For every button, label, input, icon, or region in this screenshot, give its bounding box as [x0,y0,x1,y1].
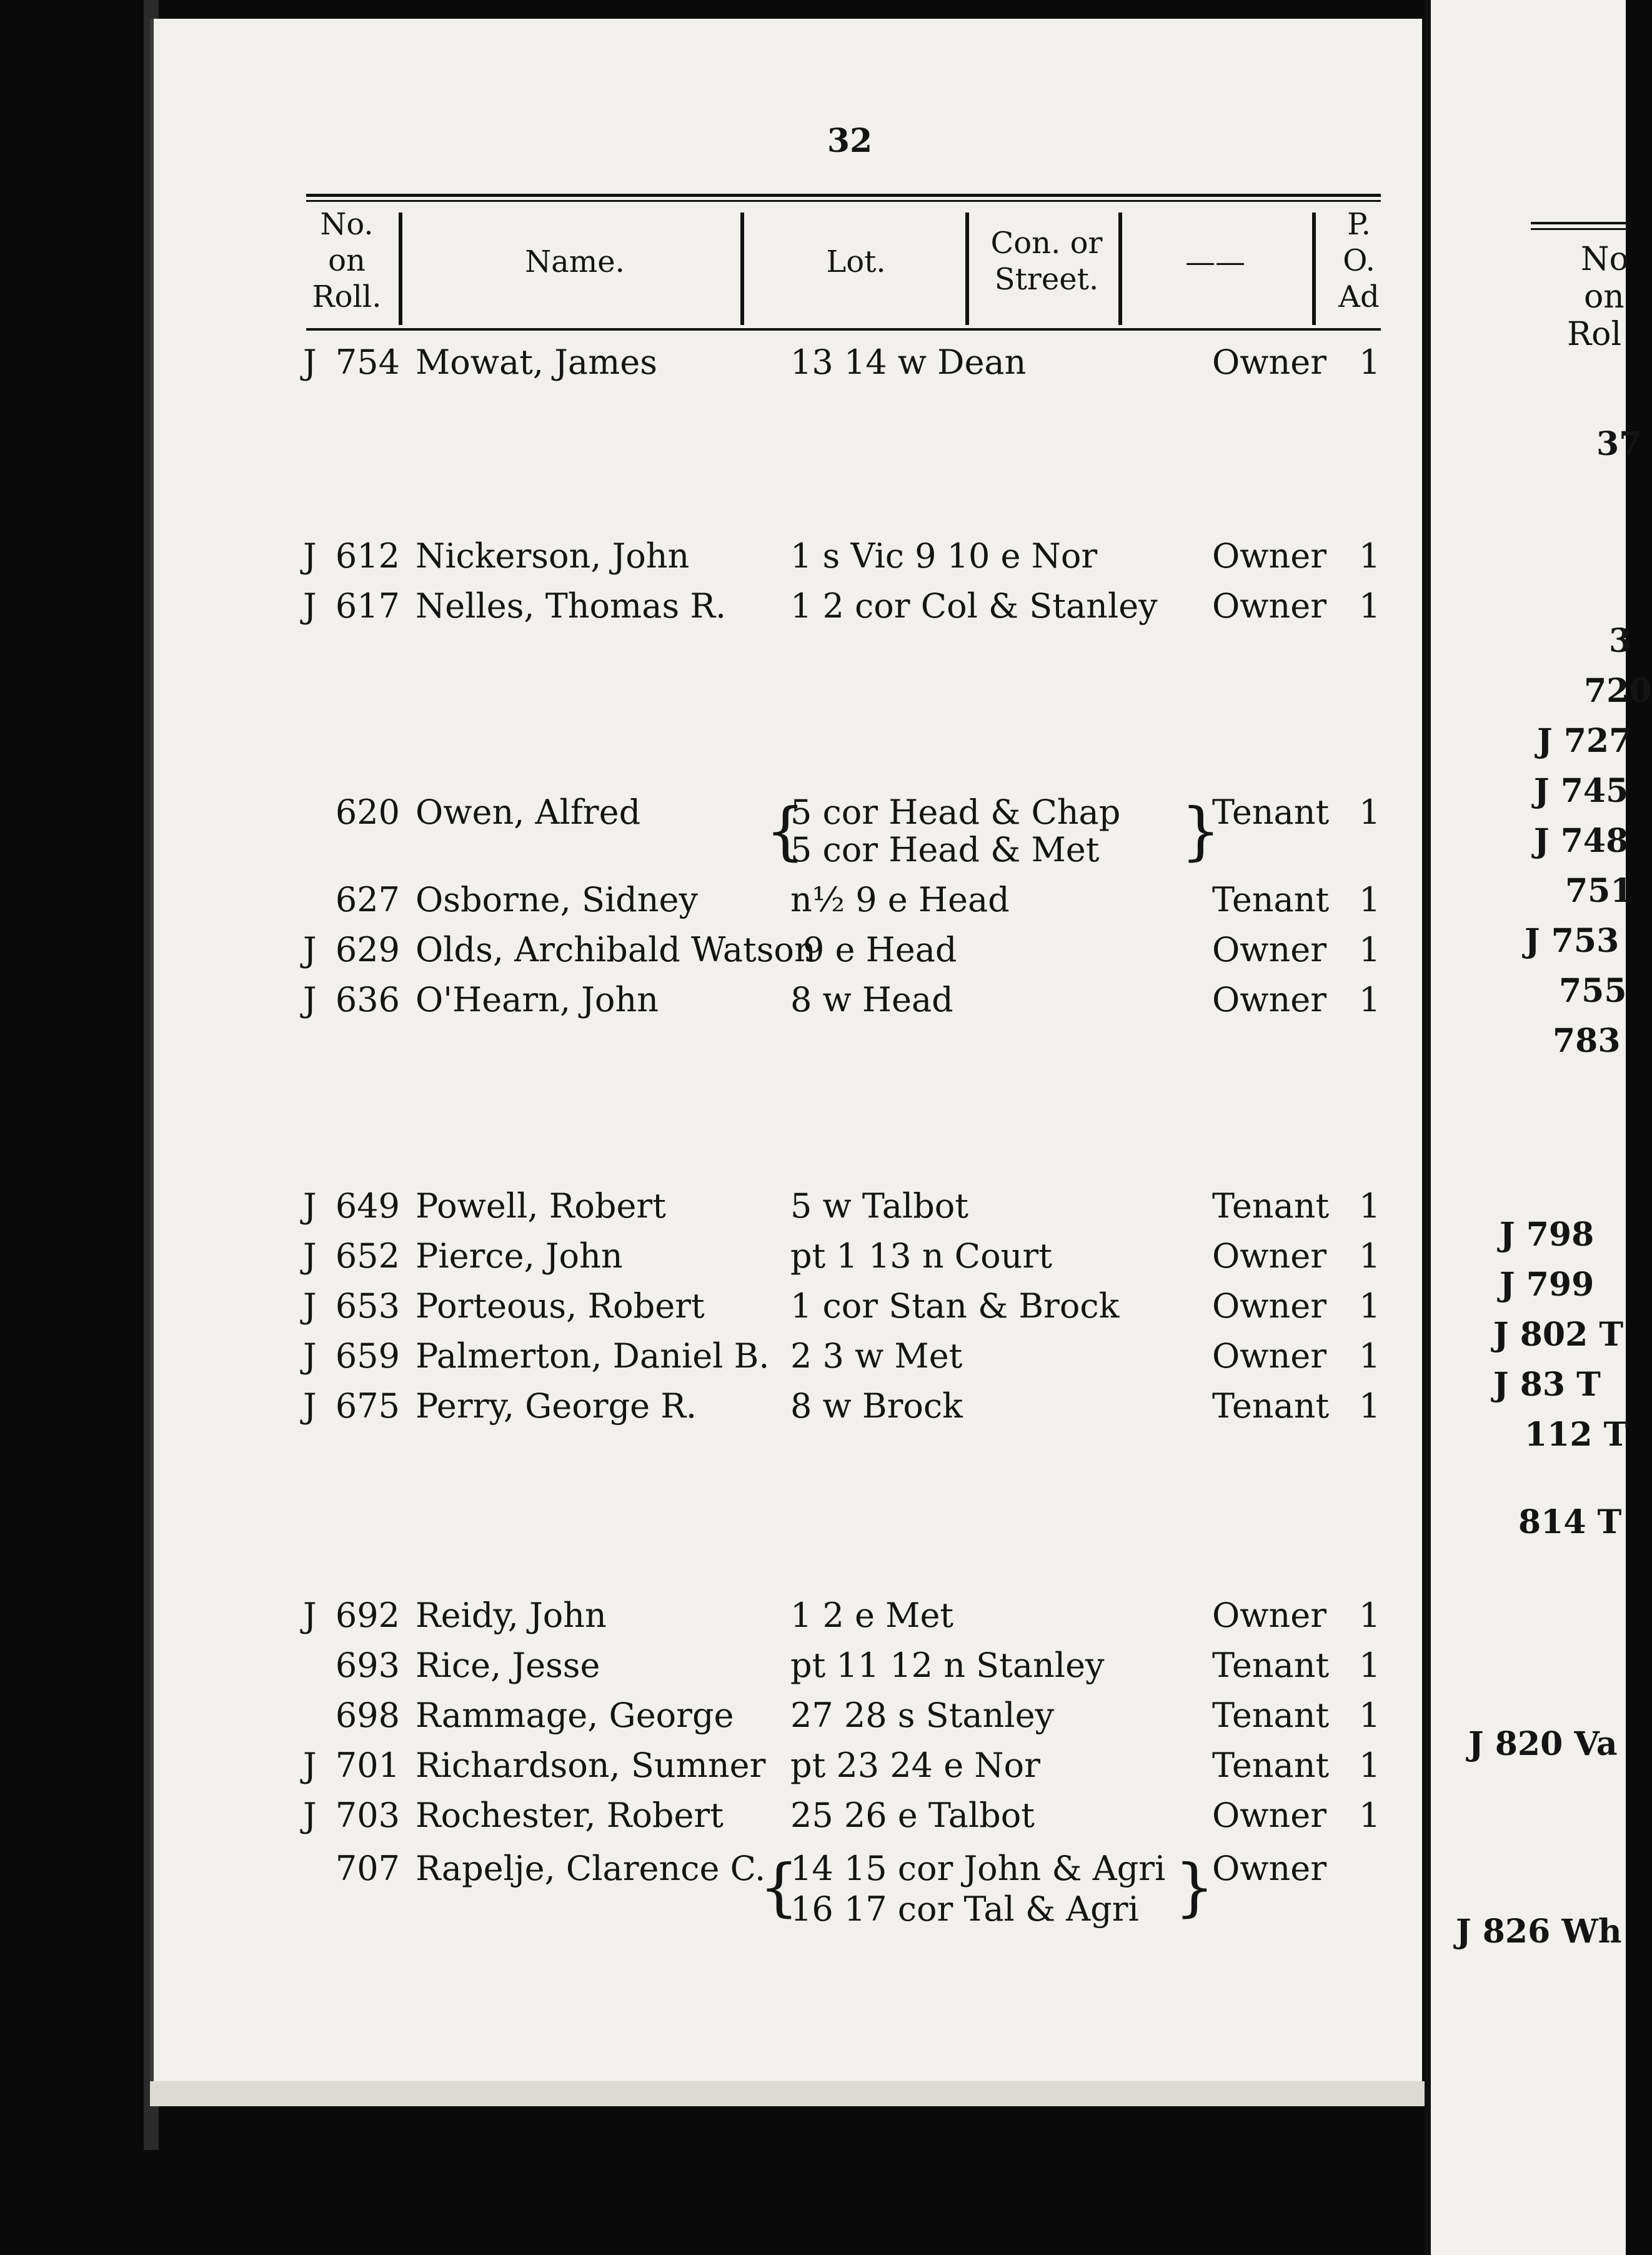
page-number: 32 [827,122,873,160]
table-row: J 652 Pierce, John pt 1 13 n Court Owner 1 [303,1236,1381,1276]
header-separator [1118,212,1122,325]
header-rule-top-thin [306,200,1381,202]
header-po-ad: P. O. Ad [1338,207,1380,314]
header-lot: Lot. [826,244,886,279]
table-row-continuation: 16 17 cor Tal & Agri [790,1889,1139,1929]
table-row: J 649 Powell, Robert 5 w Talbot Tenant 1 [303,1186,1381,1226]
table-row-continuation: 5 cor Head & Met [790,830,1100,869]
table-row: J 692 Reidy, John 1 2 e Met Owner 1 [303,1596,1381,1635]
table-row: J 703 Rochester, Robert 25 26 e Talbot Owner 1 [303,1796,1381,1835]
header-no-on-roll: No. on Roll. [312,207,382,314]
table-row: J 701 Richardson, Sumner pt 23 24 e Nor Tenant 1 [303,1746,1381,1785]
header-separator [740,212,744,325]
ledger-page [150,19,1422,2106]
header-separator [965,212,969,325]
header-rule-bottom [306,328,1381,331]
table-row: 627 Osborne, Sidney n½ 9 e Head Tenant 1 [335,880,1381,919]
header-con-street: Con. or Street. [990,226,1103,297]
brace-right: } [1175,1851,1215,1924]
header-rule-top [306,194,1381,197]
table-row: 698 Rammage, George 27 28 s Stanley Tenant 1 [335,1696,1381,1735]
table-row: J 612 Nickerson, John 1 s Vic 9 10 e Nor Owner 1 [303,536,1381,576]
table-row: 620 Owen, Alfred 5 cor Head & Chap Tenant 1 [335,792,1381,832]
adjacent-page: No on Rol 37 3 720 J 727 J 745 J 748 751 J 753 755 783 J 798 J 799 J 802 T J 83 T 112 T 814 T J 820 Va J 826 Wh [1425,0,1626,2255]
table-row: J 636 O'Hearn, John 8 w Head Owner 1 [303,980,1381,1019]
header-dash: —— [1185,244,1245,279]
brace-left: { [759,1851,799,1924]
header-separator [399,212,402,325]
table-row: J 754 Mowat, James 13 14 w Dean Owner 1 [303,342,1381,382]
table-row: J 617 Nelles, Thomas R. 1 2 cor Col & Stanley Owner 1 [303,586,1381,626]
brace-left: { [765,794,805,868]
page-bottom-edge [150,2081,1425,2106]
table-row: J 659 Palmerton, Daniel B. 2 3 w Met Owner 1 [303,1336,1381,1376]
header-separator [1312,212,1316,325]
table-row: J 629 Olds, Archibald Watson 9 e Head Owner 1 [303,930,1381,969]
table-row: 693 Rice, Jesse pt 11 12 n Stanley Tenant 1 [335,1646,1381,1685]
brace-right: } [1181,794,1221,868]
header-name: Name. [525,244,625,279]
table-row: 707 Rapelje, Clarence C. 14 15 cor John & Agri Owner [335,1849,1327,1888]
table-row: J 653 Porteous, Robert 1 cor Stan & Brock Owner 1 [303,1286,1381,1326]
table-row: J 675 Perry, George R. 8 w Brock Tenant 1 [303,1386,1381,1426]
